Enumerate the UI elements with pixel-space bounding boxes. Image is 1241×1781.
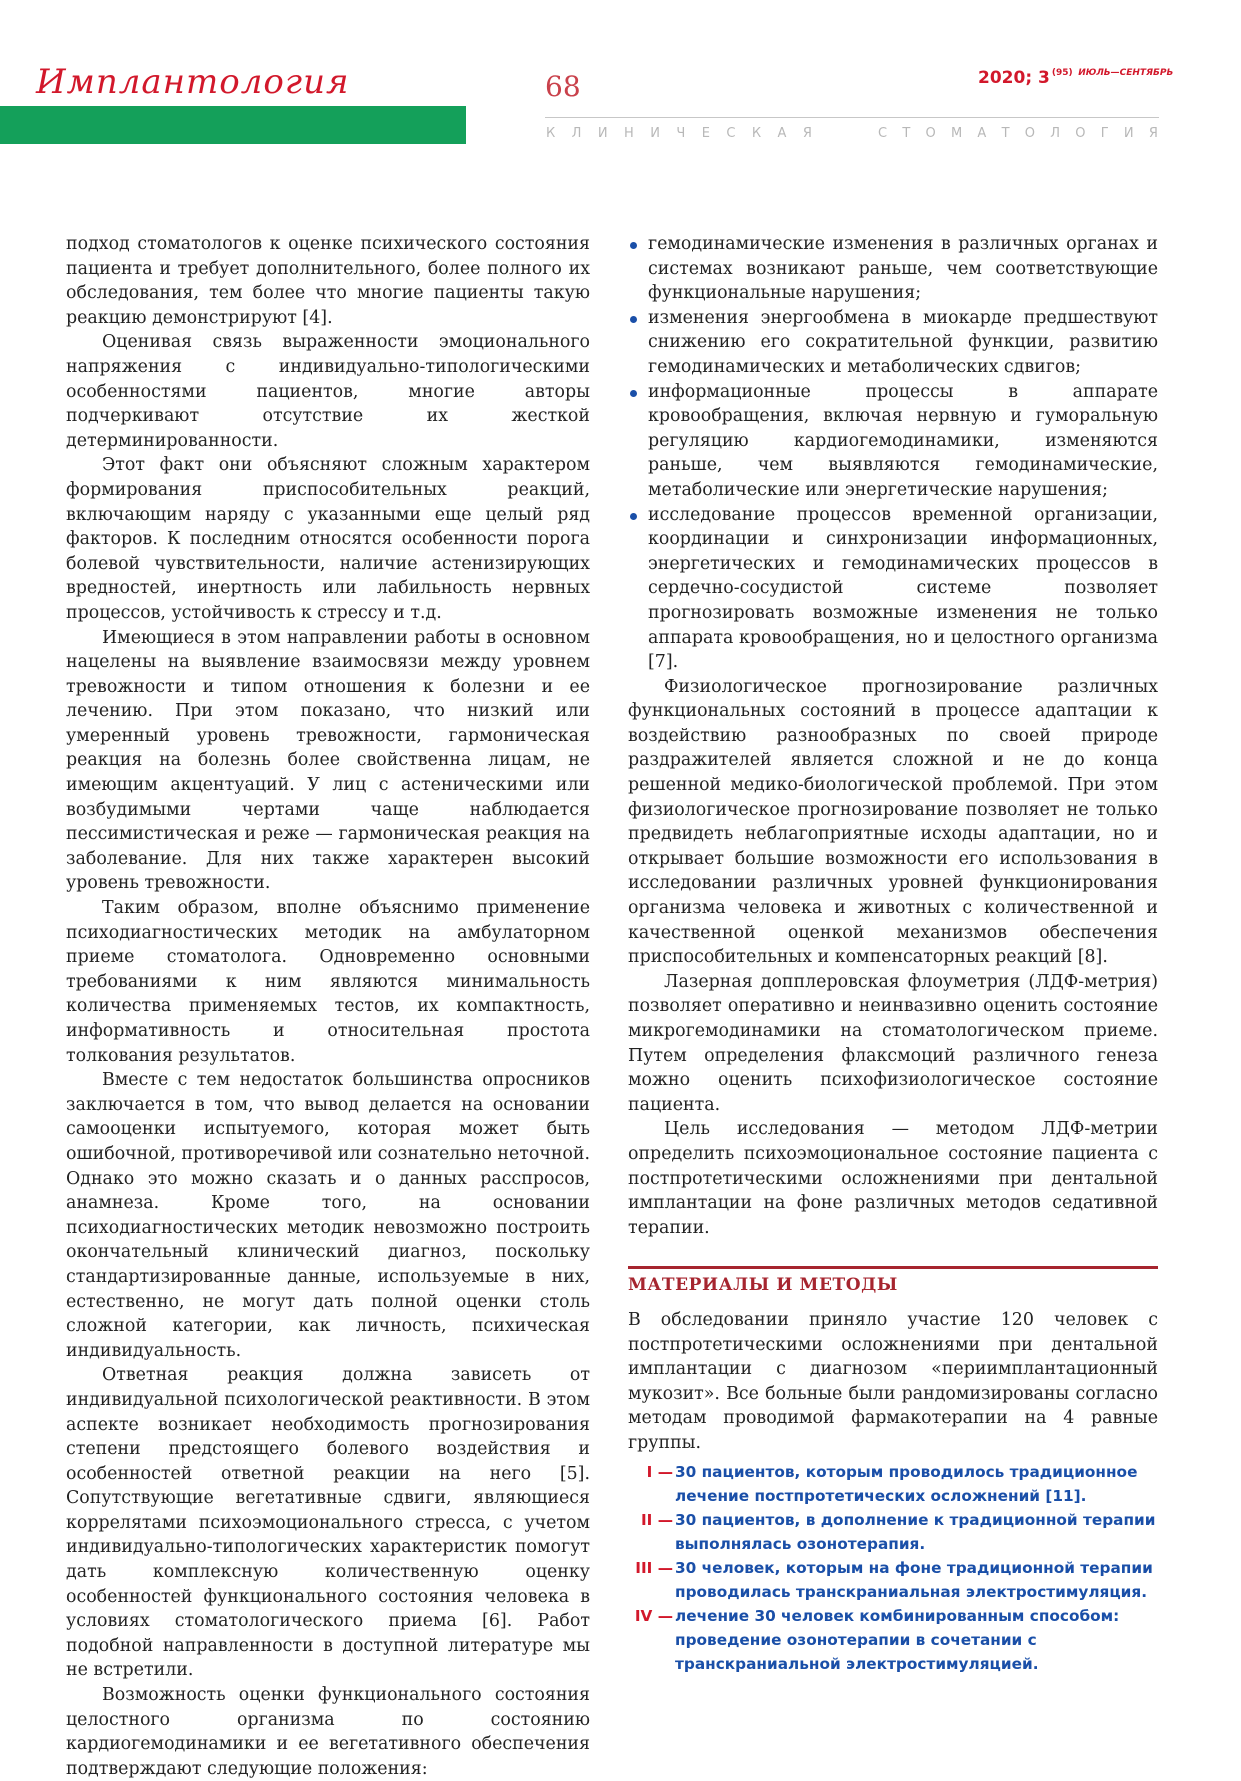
bullet-list	[628, 232, 1158, 675]
group-numeral: IV —	[634, 1606, 673, 1625]
paragraph: Лазерная допплеровская флоуметрия (ЛДФ-метрия) позволяет оперативно и неинвазивно оценить состояние микрогемодинамики на стоматологическом приеме. Путем определения флаксмоций различного генеза можно оценить психофизиологическое состояние пациента.	[628, 971, 1158, 1115]
paragraph: Вместе с тем недостаток большинства опросников заключается в том, что вывод делается на основании самооценки испытуемого, которая может быть ошибочной, противоречивой или сознательно неточной. Однако это можно сказать и о данных расспросов, анамнеза. Кроме того, на основании психодиагностических методик невозможно построить окончательный клинический диагноз, поскольку стандартизированные данные, используемые в них, естественно, не могут дать полной оценки столь сложной категории, как личность, психическая индивидуальность.	[66, 1070, 591, 1361]
paragraph: Таким образом, вполне объяснимо применение психодиагностических методик на амбулаторном приеме стоматолога. Одновременно основными требованиями к ним являются минимальность количества применяемых тестов, их компактность, информативность и относительная простота толкования результатов.	[66, 898, 590, 1066]
group-item	[628, 1604, 1158, 1676]
paragraph: Физиологическое прогнозирование различных функциональных состояний в процессе адаптации к воздействию разнообразных по своей природе раздражителей является сложной и не до конца решенной медико-биологической проблемой. При этом физиологическое прогнозирование позволяет не только предвидеть неблагоприятные исходы адаптации, но и открывает большие возможности его использования в исследовании различных уровней функционирования организма человека и животных с количественной и качественной оценкой механизмов обеспечения приспособительных и компенсаторных реакций [8].	[628, 676, 1158, 968]
group-numeral: III —	[635, 1558, 673, 1577]
group-text: 30 пациентов, которым проводилось традиционное лечение постпротетических осложнений [11].	[675, 1462, 1138, 1505]
methods-paragraph: В обследовании приняло участие 120 человек с постпротетическими осложнениями при дентальной имплантации с диагнозом «периимплантационный мукозит». Все больные были рандомизированы согласно методам проводимой фармакотерапии на 4 равные группы.	[628, 1309, 1158, 1453]
group-item	[628, 1508, 1158, 1556]
paragraph: Ответная реакция должна зависеть от индивидуальной психологической реактивности. В этом аспекте возникает необходимость прогнозирования степени предстоящего болевого воздействия и особенностей ответной реакции на него [5]. Сопутствующие вегетативные сдвиги, являющиеся коррелятами психоэмоционального стресса, с учетом индивидуально-типологических характеристик помогут дать комплексную количественную оценку особенностей функционального состояния человека в условиях стоматологического приема [6]. Работ подобной направленности в доступной литературе мы не встретили.	[66, 1365, 590, 1681]
brand-green-bar	[0, 106, 466, 144]
issue-number: (95)	[1051, 68, 1073, 78]
left-column	[66, 232, 590, 1781]
journal-brand: Имплантология	[36, 62, 350, 102]
bullet-item: гемодинамические изменения в различных органах и системах возникают раньше, чем соответствующие функциональные нарушения;	[628, 232, 1158, 306]
group-text: 30 пациентов, в дополнение к традиционной терапии выполнялась озонотерапия.	[675, 1510, 1156, 1553]
page-header	[0, 0, 1241, 150]
paragraph: подход стоматологов к оценке психического состояния пациента и требует дополнительного, более полного их обследования, тем более что многие пациенты такую реакцию демонстрируют [4].	[66, 234, 590, 328]
header-rule	[545, 117, 1159, 118]
group-text: 30 человек, которым на фоне традиционной терапии проводилась транскраниальная электростимуляция.	[675, 1558, 1153, 1601]
page-number: 68	[545, 70, 581, 103]
issue-year: 2020; 3	[978, 68, 1050, 88]
issue-info	[978, 68, 1173, 88]
group-numeral: I —	[646, 1462, 673, 1481]
paragraph: Цель исследования — методом ЛДФ-метрии определить психоэмоциональное состояние пациента с постпротетическими осложнениями при дентальной имплантации на фоне различных методов седативной терапии.	[628, 1119, 1158, 1238]
paragraph: Возможность оценки функционального состояния целостного организма по состоянию кардиогемодинамики и ее вегетативного обеспечения подтверждают следующие положения:	[66, 1685, 590, 1779]
section-label-word-1: К Л И Н И Ч Е С К А Я	[546, 126, 812, 141]
paragraph: Этот факт они объясняют сложным характером формирования приспособительных реакций, включающим наряду с указанными еще целый ряд факторов. К последним относятся особенности порога болевой чувствительности, наличие астенизирующих вредностей, инертность или лабильность нервных процессов, устойчивость к стрессу и т.д.	[66, 455, 590, 623]
paragraph: Имеющиеся в этом направлении работы в основном нацелены на выявление взаимосвязи между уровнем тревожности и типом отношения к болезни и ее лечению. При этом показано, что низкий или умеренный уровень тревожности, гармоническая реакция на болезнь более свойственна лицам, не имеющим акцентуаций. У лиц с астеническими или возбудимыми чертами чаще наблюдается пессимистическая и реже — гармоническая реакция на заболевание. Для них также характерен высокий уровень тревожности.	[66, 627, 590, 894]
section-heading-methods: МАТЕРИАЛЫ И МЕТОДЫ	[628, 1266, 1158, 1298]
group-text: лечение 30 человек комбинированным способом: проведение озонотерапии в сочетании с транскраниальной электростимуляцией.	[675, 1606, 1120, 1673]
group-list	[628, 1460, 1158, 1676]
bullet-item: информационные процессы в аппарате кровообращения, включая нервную и гуморальную регуляцию кардиогемодинамики, изменяются раньше, чем выявляются гемодинамические, метаболические или энергетические нарушения;	[628, 380, 1158, 503]
group-item	[628, 1556, 1158, 1604]
section-label-word-2: С Т О М А Т О Л О Г И Я	[878, 126, 1158, 141]
issue-period: ИЮЛЬ—СЕНТЯБРЬ	[1078, 68, 1174, 78]
right-column	[628, 232, 1158, 1676]
bullet-item: изменения энергообмена в миокарде предшествуют снижению его сократительной функции, развитию гемодинамических и метаболических сдвигов;	[628, 306, 1158, 380]
journal-section-label	[546, 126, 1158, 141]
paragraph: Оценивая связь выраженности эмоционального напряжения с индивидуально-типологическими особенностями пациентов, многие авторы подчеркивают отсутствие их жесткой детерминированности.	[66, 332, 590, 451]
group-numeral: II —	[640, 1510, 673, 1529]
group-item	[628, 1460, 1158, 1508]
bullet-item: исследование процессов временной организации, координации и синхронизации информационных, энергетических и гемодинамических процессов в сердечно-сосудистой системе позволяет прогнозировать возможные изменения не только аппарата кровообращения, но и целостного организма [7].	[628, 503, 1158, 675]
